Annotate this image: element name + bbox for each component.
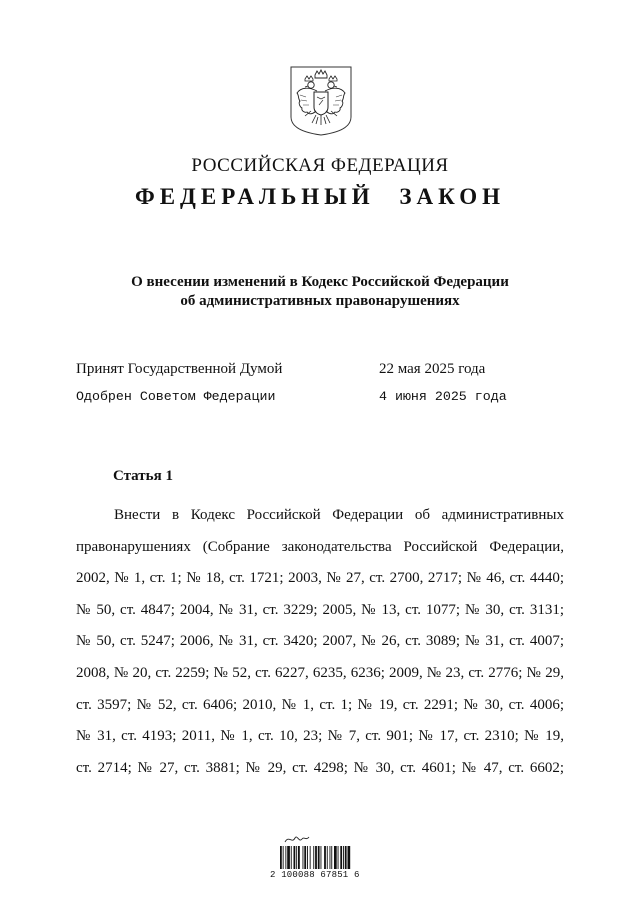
law-title-line: об административных правонарушениях bbox=[180, 293, 460, 309]
barcode-bar bbox=[324, 846, 326, 869]
country-name: РОССИЙСКАЯ ФЕДЕРАЦИЯ bbox=[191, 155, 449, 176]
barcode-bar bbox=[280, 846, 282, 869]
article-line: правонарушениях (Собрание законодательства Российской Федерации, bbox=[76, 538, 564, 555]
barcode-bar bbox=[313, 846, 314, 869]
barcode-bar bbox=[310, 846, 311, 869]
law-title-line: О внесении изменений в Кодекс Российской Федерации bbox=[131, 274, 509, 290]
barcode-bar bbox=[296, 846, 297, 869]
duma-adoption-date: 22 мая 2025 года bbox=[379, 361, 486, 377]
council-approval-label: Одобрен Советом Федерации bbox=[76, 389, 276, 404]
barcode-bar bbox=[348, 846, 351, 869]
barcode-bar bbox=[321, 846, 322, 869]
barcode-bar bbox=[345, 846, 347, 869]
barcode-bar bbox=[298, 846, 300, 869]
article-line: ст. 2714; № 27, ст. 3881; № 29, ст. 4298; № 30, ст. 4601; № 47, ст. 6602; bbox=[76, 759, 564, 776]
barcode-bar bbox=[340, 846, 342, 869]
barcode-bar bbox=[307, 846, 308, 869]
document-type: ФЕДЕРАЛЬНЫЙ ЗАКОН bbox=[134, 184, 506, 209]
barcode-bar bbox=[291, 846, 292, 869]
law-title bbox=[0, 273, 640, 311]
article-line: № 50, ст. 4847; 2004, № 31, ст. 3229; 2005, № 13, ст. 1077; № 30, ст. 3131; bbox=[76, 601, 564, 618]
article-body bbox=[76, 500, 564, 784]
article-line: 2002, № 1, ст. 1; № 18, ст. 1721; 2003, № 27, ст. 2700, 2717; № 46, ст. 4440; bbox=[76, 570, 564, 587]
duma-adoption-row bbox=[76, 361, 576, 378]
duma-adoption-label: Принят Государственной Думой bbox=[76, 361, 283, 377]
russian-coat-of-arms-icon bbox=[289, 65, 353, 137]
article-heading: Статья 1 bbox=[113, 468, 173, 484]
barcode-bar bbox=[283, 846, 284, 869]
article-line: № 31, ст. 4193; 2011, № 1, ст. 10, 23; № 7, ст. 901; № 17, ст. 2310; № 19, bbox=[76, 728, 564, 745]
barcode-bar bbox=[287, 846, 290, 869]
council-approval-date: 4 июня 2025 года bbox=[379, 389, 507, 404]
barcode-bar bbox=[334, 846, 337, 869]
barcode-number: 2 100088 67851 6 bbox=[270, 870, 360, 880]
council-approval-row bbox=[76, 389, 576, 404]
barcode-bar bbox=[318, 846, 320, 869]
barcode-bar bbox=[315, 846, 317, 869]
barcode-icon bbox=[270, 834, 370, 896]
barcode-bar bbox=[304, 846, 306, 869]
barcode-bar bbox=[338, 846, 339, 869]
barcode-bar bbox=[294, 846, 296, 869]
article-line: № 50, ст. 5247; 2006, № 31, ст. 3420; 2007, № 26, ст. 3089; № 31, ст. 4007; bbox=[76, 633, 564, 650]
barcode-bar bbox=[285, 846, 286, 869]
article-line: 2008, № 20, ст. 2259; № 52, ст. 6227, 6235, 6236; 2009, № 23, ст. 2776; № 29, bbox=[76, 664, 564, 681]
barcode-bar bbox=[327, 846, 328, 869]
barcode-bar bbox=[330, 846, 331, 869]
barcode-bar bbox=[331, 846, 332, 869]
article-line: Внести в Кодекс Российской Федерации об административных bbox=[114, 507, 564, 523]
barcode-bar bbox=[303, 846, 304, 869]
article-line: ст. 3597; № 52, ст. 6406; 2010, № 1, ст. 1; № 19, ст. 2291; № 30, ст. 4006; bbox=[76, 696, 564, 713]
barcode-bar bbox=[343, 846, 344, 869]
